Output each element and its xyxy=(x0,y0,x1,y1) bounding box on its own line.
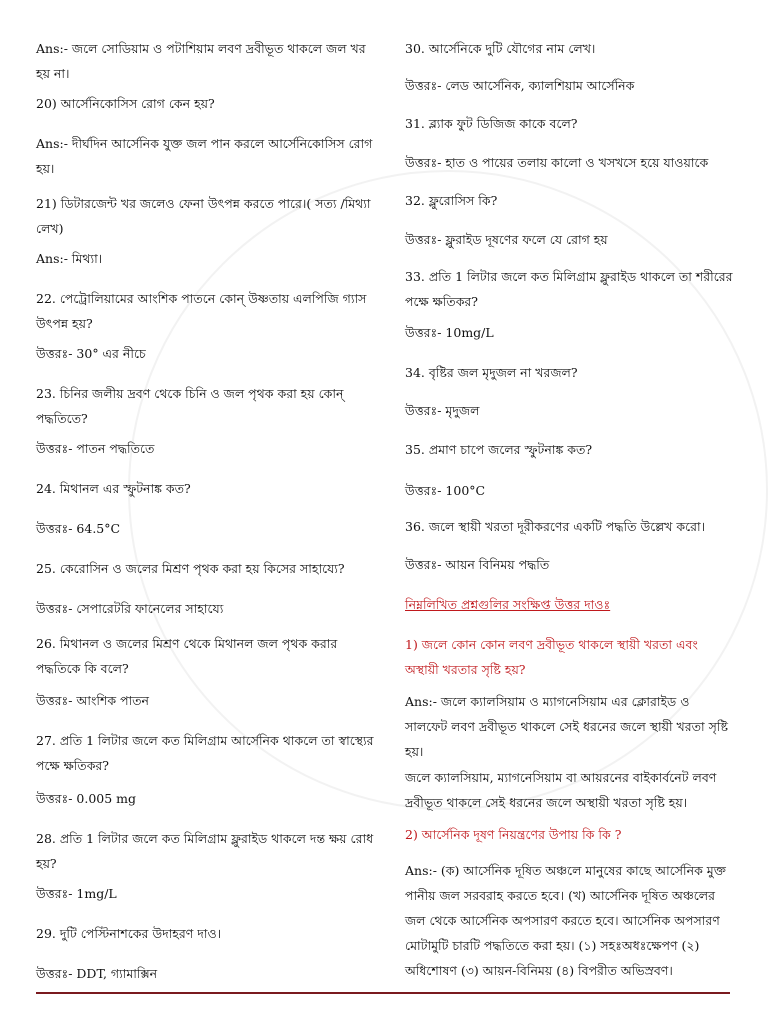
answer-27: উত্তরঃ- 0.005 mg xyxy=(36,791,137,806)
long-question-1: 1) জলে কোন কোন লবণ দ্রবীভূত থাকলে স্থায়ী খরতা এবং অস্থায়ী খরতার সৃষ্টি হয়? xyxy=(405,637,698,677)
answer-23: উত্তরঃ- পাতন পদ্ধতিতে xyxy=(36,441,155,456)
question-22: 22. পেট্রোলিয়ামের আংশিক পাতনে কোন্ উষ্ণতায় এলপিজি গ্যাস উৎপন্ন হয়? xyxy=(36,291,367,331)
answer-35: উত্তরঃ- 100°C xyxy=(405,483,486,498)
question-26: 26. মিথানল ও জলের মিশ্রণ থেকে মিথানল জল পৃথক করার পদ্ধতিকে কি বলে? xyxy=(36,636,338,676)
question-34: 34. বৃষ্টির জল মৃদুজল না খরজল? xyxy=(405,365,578,380)
section-heading-short-answers: নিম্নলিখিত প্রশ্নগুলির সংক্ষিপ্ত উত্তর দাওঃ xyxy=(405,597,611,612)
answer-29: উত্তরঃ- DDT, গ্যামাক্সিন xyxy=(36,966,158,981)
answer-34: উত্তরঃ- মৃদুজল xyxy=(405,403,480,418)
question-35: 35. প্রমাণ চাপে জলের স্ফুটনাঙ্ক কত? xyxy=(405,442,593,457)
question-21: 21) ডিটারজেন্ট খর জলেও ফেনা উৎপন্ন করতে পারে।( সত্য /মিথ্যা লেখ) xyxy=(36,196,371,236)
answer-31: উত্তরঃ- হাত ও পায়ের তলায় কালো ও খসখসে হয়ে যাওয়াকে xyxy=(405,155,709,170)
answer-20: Ans:- দীর্ঘদিন আর্সেনিক যুক্ত জল পান করলে আর্সেনিকোসিস রোগ হয়। xyxy=(36,136,373,176)
question-27: 27. প্রতি 1 লিটার জলে কত মিলিগ্রাম আর্সেনিক থাকলে তা স্বাস্থ্যের পক্ষে ক্ষতিকর? xyxy=(36,733,374,773)
answer-21: Ans:- মিথ্যা। xyxy=(36,251,103,266)
question-20: 20) আর্সেনিকোসিস রোগ কেন হয়? xyxy=(36,96,215,111)
answer-25: উত্তরঃ- সেপারেটরি ফানেলের সাহায্যে xyxy=(36,601,224,616)
answer-24: উত্তরঃ- 64.5°C xyxy=(36,521,121,536)
long-answer-1-permanent: Ans:- জলে ক্যালসিয়াম ও ম্যাগনেসিয়াম এর ক্লোরাইড ও সালফেট লবণ দ্রবীভূত থাকলে সেই ধরনের জলে স্থায়ী খরতা সৃষ্টি হয়। xyxy=(405,694,728,759)
long-answer-1-temporary: জলে ক্যালসিয়াম, ম্যাগনেসিয়াম বা আয়রনের বাইকার্বনেট লবণ দ্রবীভূত থাকলে সেই ধরনের জলে অস্থায়ী খরতা সৃষ্টি হয়। xyxy=(405,770,717,810)
long-question-2: 2) আর্সেনিক দূষণ নিয়ন্ত্রণের উপায় কি কি ? xyxy=(405,827,622,842)
footer-rule xyxy=(36,992,730,994)
question-28: 28. প্রতি 1 লিটার জলে কত মিলিগ্রাম ফ্লুরাইড থাকলে দন্ত ক্ষয় রোধ হয়? xyxy=(36,831,374,871)
question-25: 25. কেরোসিন ও জলের মিশ্রণ পৃথক করা হয় কিসের সাহায্যে? xyxy=(36,561,345,576)
question-24: 24. মিথানল এর স্ফুটনাঙ্ক কত? xyxy=(36,481,191,496)
question-23: 23. চিনির জলীয় দ্রবণ থেকে চিনি ও জল পৃথক করা হয় কোন্ পদ্ধতিতে? xyxy=(36,386,344,426)
answer-36: উত্তরঃ- আয়ন বিনিময় পদ্ধতি xyxy=(405,557,550,572)
answer-32: উত্তরঃ- ফ্লুরাইড দূষণের ফলে যে রোগ হয় xyxy=(405,232,608,247)
question-32: 32. ফ্লুরোসিস কি? xyxy=(405,193,498,208)
question-36: 36. জলে স্থায়ী খরতা দূরীকরণের একটি পদ্ধতি উল্লেখ করো। xyxy=(405,519,706,534)
question-30: 30. আর্সেনিকে দুটি যৌগের নাম লেখ। xyxy=(405,41,596,56)
answer-22: উত্তরঃ- 30° এর নীচে xyxy=(36,346,146,361)
answer-26: উত্তরঃ- আংশিক পাতন xyxy=(36,693,150,708)
question-29: 29. দুটি পেস্টিনাশকের উদাহরণ দাও। xyxy=(36,926,222,941)
answer-30: উত্তরঃ- লেড আর্সেনিক, ক্যালশিয়াম আর্সেনিক xyxy=(405,78,635,93)
question-31: 31. ব্ল্যাক ফুট ডিজিজ কাকে বলে? xyxy=(405,116,578,131)
answer-33: উত্তরঃ- 10mg/L xyxy=(405,325,494,340)
answer-hard-water-na-k: Ans:- জলে সোডিয়াম ও পটাশিয়াম লবণ দ্রবীভূত থাকলে জল খর হয় না। xyxy=(36,41,366,81)
long-answer-2: Ans:- (ক) আর্সেনিক দূষিত অঞ্চলে মানুষের কাছে আর্সেনিক মুক্ত পানীয় জল সরবরাহ করতে হবে। (খ) আর্সেনিক দূষিত অঞ্চলের জল থেকে আর্সেনিক অপসারণ করতে হবে। আর্সেনিক অপসারণ মোটামুটি চারটি পদ্ধতিতে করা হয়। (১) সহঃঅধঃক্ষেপণ (২) অধিশোষণ (৩) আয়ন-বিনিময় (৪) বিপরীত অভিস্রবণ। xyxy=(405,863,726,978)
question-33: 33. প্রতি 1 লিটার জলে কত মিলিগ্রাম ফ্লুরাইড থাকলে তা শরীরের পক্ষে ক্ষতিকর? xyxy=(405,269,733,309)
answer-28: উত্তরঃ- 1mg/L xyxy=(36,886,117,901)
